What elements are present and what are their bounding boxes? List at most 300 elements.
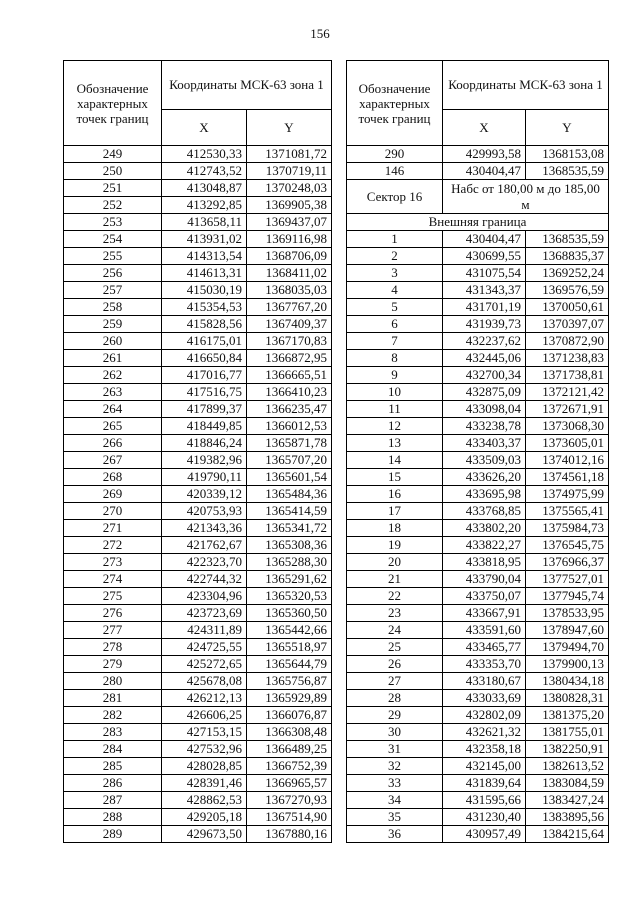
y-coordinate-cell: 1367270,93 bbox=[247, 792, 332, 809]
point-number-cell: 283 bbox=[64, 724, 162, 741]
x-coordinate-cell: 433768,85 bbox=[443, 503, 526, 520]
y-coordinate-cell: 1368706,09 bbox=[247, 248, 332, 265]
y-coordinate-cell: 1371238,83 bbox=[526, 350, 609, 367]
point-number-cell: 11 bbox=[347, 401, 443, 418]
point-number-cell: 249 bbox=[64, 146, 162, 163]
y-coordinate-cell: 1370719,11 bbox=[247, 163, 332, 180]
sector-block bbox=[347, 180, 609, 231]
table-row bbox=[347, 639, 609, 656]
x-coordinate-cell: 413292,85 bbox=[162, 197, 247, 214]
table-row bbox=[64, 418, 332, 435]
table-row bbox=[347, 520, 609, 537]
table-row bbox=[347, 435, 609, 452]
x-coordinate-cell: 429205,18 bbox=[162, 809, 247, 826]
x-coordinate-cell: 421343,36 bbox=[162, 520, 247, 537]
x-coordinate-cell: 427153,15 bbox=[162, 724, 247, 741]
point-number-cell: 261 bbox=[64, 350, 162, 367]
y-coordinate-cell: 1367409,37 bbox=[247, 316, 332, 333]
x-coordinate-cell: 413048,87 bbox=[162, 180, 247, 197]
y-coordinate-cell: 1365320,53 bbox=[247, 588, 332, 605]
x-coordinate-cell: 414613,31 bbox=[162, 265, 247, 282]
x-coordinate-cell: 433403,37 bbox=[443, 435, 526, 452]
header-designation: Обозначение характерных точек границ bbox=[64, 61, 162, 146]
table-row bbox=[64, 231, 332, 248]
table-row bbox=[347, 758, 609, 775]
x-coordinate-cell: 431701,19 bbox=[443, 299, 526, 316]
point-number-cell: 33 bbox=[347, 775, 443, 792]
point-number-cell: 251 bbox=[64, 180, 162, 197]
y-coordinate-cell: 1367514,90 bbox=[247, 809, 332, 826]
point-number-cell: 282 bbox=[64, 707, 162, 724]
table-row bbox=[347, 571, 609, 588]
x-coordinate-cell: 433802,20 bbox=[443, 520, 526, 537]
point-number-cell: 273 bbox=[64, 554, 162, 571]
y-coordinate-cell: 1365484,36 bbox=[247, 486, 332, 503]
y-coordinate-cell: 1366489,25 bbox=[247, 741, 332, 758]
x-coordinate-cell: 420753,93 bbox=[162, 503, 247, 520]
x-coordinate-cell: 433818,95 bbox=[443, 554, 526, 571]
table-row bbox=[64, 350, 332, 367]
y-coordinate-cell: 1366076,87 bbox=[247, 707, 332, 724]
coordinates-table-left bbox=[63, 60, 332, 843]
x-coordinate-cell: 423304,96 bbox=[162, 588, 247, 605]
point-number-cell: 284 bbox=[64, 741, 162, 758]
table-row bbox=[347, 724, 609, 741]
table-row bbox=[64, 571, 332, 588]
table-row bbox=[64, 690, 332, 707]
y-coordinate-cell: 1365291,62 bbox=[247, 571, 332, 588]
table-row bbox=[347, 826, 609, 843]
table-left-body bbox=[64, 146, 332, 843]
table-row bbox=[347, 537, 609, 554]
table-row bbox=[347, 554, 609, 571]
x-coordinate-cell: 431939,73 bbox=[443, 316, 526, 333]
table-row bbox=[347, 231, 609, 248]
table-row bbox=[64, 707, 332, 724]
x-coordinate-cell: 433822,27 bbox=[443, 537, 526, 554]
point-number-cell: 29 bbox=[347, 707, 443, 724]
sector-height-note: Набс от 180,00 м до 185,00 м bbox=[443, 180, 609, 214]
point-number-cell: 271 bbox=[64, 520, 162, 537]
point-number-cell: 20 bbox=[347, 554, 443, 571]
y-coordinate-cell: 1383084,59 bbox=[526, 775, 609, 792]
x-coordinate-cell: 420339,12 bbox=[162, 486, 247, 503]
x-coordinate-cell: 429993,58 bbox=[443, 146, 526, 163]
y-coordinate-cell: 1365756,87 bbox=[247, 673, 332, 690]
y-coordinate-cell: 1366235,47 bbox=[247, 401, 332, 418]
y-coordinate-cell: 1373605,01 bbox=[526, 435, 609, 452]
x-coordinate-cell: 415030,19 bbox=[162, 282, 247, 299]
table-row bbox=[64, 503, 332, 520]
point-number-cell: 146 bbox=[347, 163, 443, 180]
point-number-cell: 272 bbox=[64, 537, 162, 554]
point-number-cell: 264 bbox=[64, 401, 162, 418]
x-coordinate-cell: 433790,04 bbox=[443, 571, 526, 588]
point-number-cell: 257 bbox=[64, 282, 162, 299]
x-coordinate-cell: 432237,62 bbox=[443, 333, 526, 350]
x-coordinate-cell: 413931,02 bbox=[162, 231, 247, 248]
x-coordinate-cell: 431595,66 bbox=[443, 792, 526, 809]
x-coordinate-cell: 412743,52 bbox=[162, 163, 247, 180]
point-number-cell: 5 bbox=[347, 299, 443, 316]
y-coordinate-cell: 1368035,03 bbox=[247, 282, 332, 299]
page-number: 156 bbox=[310, 26, 330, 41]
y-coordinate-cell: 1367880,16 bbox=[247, 826, 332, 843]
point-number-cell: 250 bbox=[64, 163, 162, 180]
point-number-cell: 22 bbox=[347, 588, 443, 605]
point-number-cell: 25 bbox=[347, 639, 443, 656]
y-coordinate-cell: 1376966,37 bbox=[526, 554, 609, 571]
x-coordinate-cell: 430699,55 bbox=[443, 248, 526, 265]
point-number-cell: 2 bbox=[347, 248, 443, 265]
y-coordinate-cell: 1377945,74 bbox=[526, 588, 609, 605]
x-coordinate-cell: 433098,04 bbox=[443, 401, 526, 418]
point-number-cell: 266 bbox=[64, 435, 162, 452]
point-number-cell: 12 bbox=[347, 418, 443, 435]
x-coordinate-cell: 426212,13 bbox=[162, 690, 247, 707]
x-coordinate-cell: 433180,67 bbox=[443, 673, 526, 690]
table-row bbox=[64, 758, 332, 775]
header-y: Y bbox=[247, 109, 332, 145]
table-row bbox=[347, 605, 609, 622]
x-coordinate-cell: 418846,24 bbox=[162, 435, 247, 452]
table-row bbox=[347, 316, 609, 333]
table-right-body bbox=[347, 231, 609, 843]
point-number-cell: 259 bbox=[64, 316, 162, 333]
table-row bbox=[347, 690, 609, 707]
y-coordinate-cell: 1366872,95 bbox=[247, 350, 332, 367]
y-coordinate-cell: 1375984,73 bbox=[526, 520, 609, 537]
x-coordinate-cell: 417016,77 bbox=[162, 367, 247, 384]
point-number-cell: 36 bbox=[347, 826, 443, 843]
point-number-cell: 27 bbox=[347, 673, 443, 690]
y-coordinate-cell: 1371738,81 bbox=[526, 367, 609, 384]
table-row bbox=[347, 741, 609, 758]
table-row bbox=[347, 401, 609, 418]
x-coordinate-cell: 423723,69 bbox=[162, 605, 247, 622]
y-coordinate-cell: 1365871,78 bbox=[247, 435, 332, 452]
table-row bbox=[347, 452, 609, 469]
x-coordinate-cell: 432875,09 bbox=[443, 384, 526, 401]
point-number-cell: 258 bbox=[64, 299, 162, 316]
point-number-cell: 274 bbox=[64, 571, 162, 588]
table-row bbox=[347, 350, 609, 367]
point-number-cell: 8 bbox=[347, 350, 443, 367]
table-row bbox=[64, 486, 332, 503]
x-coordinate-cell: 424311,89 bbox=[162, 622, 247, 639]
table-row bbox=[347, 503, 609, 520]
x-coordinate-cell: 431075,54 bbox=[443, 265, 526, 282]
table-row bbox=[64, 673, 332, 690]
table-row bbox=[347, 163, 609, 180]
point-number-cell: 3 bbox=[347, 265, 443, 282]
y-coordinate-cell: 1367170,83 bbox=[247, 333, 332, 350]
x-coordinate-cell: 422744,32 bbox=[162, 571, 247, 588]
x-coordinate-cell: 425678,08 bbox=[162, 673, 247, 690]
y-coordinate-cell: 1370397,07 bbox=[526, 316, 609, 333]
y-coordinate-cell: 1381755,01 bbox=[526, 724, 609, 741]
header-coordinates: Координаты МСК-63 зона 1 bbox=[162, 61, 332, 110]
point-number-cell: 288 bbox=[64, 809, 162, 826]
y-coordinate-cell: 1368411,02 bbox=[247, 265, 332, 282]
header-x: X bbox=[162, 109, 247, 145]
point-number-cell: 290 bbox=[347, 146, 443, 163]
x-coordinate-cell: 425272,65 bbox=[162, 656, 247, 673]
table-row bbox=[347, 656, 609, 673]
point-number-cell: 270 bbox=[64, 503, 162, 520]
table-row bbox=[64, 146, 332, 163]
x-coordinate-cell: 416650,84 bbox=[162, 350, 247, 367]
point-number-cell: 30 bbox=[347, 724, 443, 741]
sector-label: Сектор 16 bbox=[347, 180, 443, 214]
point-number-cell: 35 bbox=[347, 809, 443, 826]
x-coordinate-cell: 427532,96 bbox=[162, 741, 247, 758]
point-number-cell: 15 bbox=[347, 469, 443, 486]
table-row bbox=[64, 469, 332, 486]
y-coordinate-cell: 1369116,98 bbox=[247, 231, 332, 248]
table-row bbox=[64, 299, 332, 316]
table-row bbox=[347, 486, 609, 503]
x-coordinate-cell: 415828,56 bbox=[162, 316, 247, 333]
header-coordinates: Координаты МСК-63 зона 1 bbox=[443, 61, 609, 110]
point-number-cell: 254 bbox=[64, 231, 162, 248]
table-row bbox=[64, 265, 332, 282]
sector-row bbox=[347, 180, 609, 214]
x-coordinate-cell: 431230,40 bbox=[443, 809, 526, 826]
y-coordinate-cell: 1374975,99 bbox=[526, 486, 609, 503]
y-coordinate-cell: 1366965,57 bbox=[247, 775, 332, 792]
point-number-cell: 289 bbox=[64, 826, 162, 843]
x-coordinate-cell: 432445,06 bbox=[443, 350, 526, 367]
table-row bbox=[64, 588, 332, 605]
table-row bbox=[64, 435, 332, 452]
point-number-cell: 278 bbox=[64, 639, 162, 656]
x-coordinate-cell: 432700,34 bbox=[443, 367, 526, 384]
point-number-cell: 265 bbox=[64, 418, 162, 435]
point-number-cell: 277 bbox=[64, 622, 162, 639]
y-coordinate-cell: 1367767,20 bbox=[247, 299, 332, 316]
table-row bbox=[64, 792, 332, 809]
header-designation: Обозначение характерных точек границ bbox=[347, 61, 443, 146]
table-row bbox=[347, 299, 609, 316]
point-number-cell: 16 bbox=[347, 486, 443, 503]
table-row bbox=[64, 605, 332, 622]
y-coordinate-cell: 1369252,24 bbox=[526, 265, 609, 282]
y-coordinate-cell: 1368153,08 bbox=[526, 146, 609, 163]
y-coordinate-cell: 1365442,66 bbox=[247, 622, 332, 639]
table-row bbox=[347, 809, 609, 826]
x-coordinate-cell: 432145,00 bbox=[443, 758, 526, 775]
x-coordinate-cell: 414313,54 bbox=[162, 248, 247, 265]
x-coordinate-cell: 433353,70 bbox=[443, 656, 526, 673]
y-coordinate-cell: 1374012,16 bbox=[526, 452, 609, 469]
table-row bbox=[347, 146, 609, 163]
point-number-cell: 268 bbox=[64, 469, 162, 486]
x-coordinate-cell: 412530,33 bbox=[162, 146, 247, 163]
x-coordinate-cell: 419382,96 bbox=[162, 452, 247, 469]
x-coordinate-cell: 421762,67 bbox=[162, 537, 247, 554]
y-coordinate-cell: 1366410,23 bbox=[247, 384, 332, 401]
table-row bbox=[347, 673, 609, 690]
point-number-cell: 286 bbox=[64, 775, 162, 792]
table-row bbox=[64, 520, 332, 537]
table-row bbox=[64, 554, 332, 571]
y-coordinate-cell: 1375565,41 bbox=[526, 503, 609, 520]
x-coordinate-cell: 433238,78 bbox=[443, 418, 526, 435]
table-row bbox=[347, 622, 609, 639]
table-row bbox=[64, 639, 332, 656]
x-coordinate-cell: 429673,50 bbox=[162, 826, 247, 843]
point-number-cell: 1 bbox=[347, 231, 443, 248]
x-coordinate-cell: 433033,69 bbox=[443, 690, 526, 707]
point-number-cell: 252 bbox=[64, 197, 162, 214]
table-row bbox=[64, 826, 332, 843]
y-coordinate-cell: 1383895,56 bbox=[526, 809, 609, 826]
x-coordinate-cell: 418449,85 bbox=[162, 418, 247, 435]
x-coordinate-cell: 430404,47 bbox=[443, 231, 526, 248]
y-coordinate-cell: 1366012,53 bbox=[247, 418, 332, 435]
table-row bbox=[64, 724, 332, 741]
y-coordinate-cell: 1365707,20 bbox=[247, 452, 332, 469]
x-coordinate-cell: 433509,03 bbox=[443, 452, 526, 469]
point-number-cell: 253 bbox=[64, 214, 162, 231]
y-coordinate-cell: 1374561,18 bbox=[526, 469, 609, 486]
y-coordinate-cell: 1383427,24 bbox=[526, 792, 609, 809]
point-number-cell: 34 bbox=[347, 792, 443, 809]
table-row bbox=[347, 384, 609, 401]
point-number-cell: 19 bbox=[347, 537, 443, 554]
y-coordinate-cell: 1382250,91 bbox=[526, 741, 609, 758]
x-coordinate-cell: 433667,91 bbox=[443, 605, 526, 622]
point-number-cell: 24 bbox=[347, 622, 443, 639]
x-coordinate-cell: 419790,11 bbox=[162, 469, 247, 486]
y-coordinate-cell: 1365341,72 bbox=[247, 520, 332, 537]
y-coordinate-cell: 1370872,90 bbox=[526, 333, 609, 350]
x-coordinate-cell: 433591,60 bbox=[443, 622, 526, 639]
table-right-top-body bbox=[347, 146, 609, 180]
y-coordinate-cell: 1373068,30 bbox=[526, 418, 609, 435]
x-coordinate-cell: 432358,18 bbox=[443, 741, 526, 758]
y-coordinate-cell: 1369905,38 bbox=[247, 197, 332, 214]
point-number-cell: 23 bbox=[347, 605, 443, 622]
coordinates-table-right bbox=[346, 60, 609, 843]
table-row bbox=[347, 265, 609, 282]
table-row bbox=[347, 367, 609, 384]
table-row bbox=[64, 248, 332, 265]
table-row bbox=[64, 809, 332, 826]
table-row bbox=[347, 282, 609, 299]
table-row bbox=[64, 384, 332, 401]
table-row bbox=[347, 707, 609, 724]
x-coordinate-cell: 428862,53 bbox=[162, 792, 247, 809]
table-row bbox=[347, 588, 609, 605]
x-coordinate-cell: 431343,37 bbox=[443, 282, 526, 299]
y-coordinate-cell: 1366665,51 bbox=[247, 367, 332, 384]
table-row bbox=[347, 418, 609, 435]
point-number-cell: 10 bbox=[347, 384, 443, 401]
point-number-cell: 7 bbox=[347, 333, 443, 350]
y-coordinate-cell: 1382613,52 bbox=[526, 758, 609, 775]
point-number-cell: 6 bbox=[347, 316, 443, 333]
x-coordinate-cell: 433626,20 bbox=[443, 469, 526, 486]
y-coordinate-cell: 1370248,03 bbox=[247, 180, 332, 197]
y-coordinate-cell: 1368835,37 bbox=[526, 248, 609, 265]
point-number-cell: 263 bbox=[64, 384, 162, 401]
table-row bbox=[64, 452, 332, 469]
x-coordinate-cell: 413658,11 bbox=[162, 214, 247, 231]
y-coordinate-cell: 1378533,95 bbox=[526, 605, 609, 622]
y-coordinate-cell: 1380434,18 bbox=[526, 673, 609, 690]
y-coordinate-cell: 1365308,36 bbox=[247, 537, 332, 554]
x-coordinate-cell: 433465,77 bbox=[443, 639, 526, 656]
point-number-cell: 287 bbox=[64, 792, 162, 809]
table-row bbox=[64, 367, 332, 384]
y-coordinate-cell: 1379494,70 bbox=[526, 639, 609, 656]
point-number-cell: 21 bbox=[347, 571, 443, 588]
y-coordinate-cell: 1378947,60 bbox=[526, 622, 609, 639]
y-coordinate-cell: 1365601,54 bbox=[247, 469, 332, 486]
y-coordinate-cell: 1369437,07 bbox=[247, 214, 332, 231]
y-coordinate-cell: 1365518,97 bbox=[247, 639, 332, 656]
x-coordinate-cell: 422323,70 bbox=[162, 554, 247, 571]
point-number-cell: 262 bbox=[64, 367, 162, 384]
point-number-cell: 256 bbox=[64, 265, 162, 282]
table-row bbox=[64, 197, 332, 214]
y-coordinate-cell: 1369576,59 bbox=[526, 282, 609, 299]
table-row bbox=[64, 163, 332, 180]
x-coordinate-cell: 417516,75 bbox=[162, 384, 247, 401]
point-number-cell: 276 bbox=[64, 605, 162, 622]
point-number-cell: 280 bbox=[64, 673, 162, 690]
table-row bbox=[64, 180, 332, 197]
point-number-cell: 4 bbox=[347, 282, 443, 299]
table-row bbox=[347, 775, 609, 792]
point-number-cell: 9 bbox=[347, 367, 443, 384]
point-number-cell: 31 bbox=[347, 741, 443, 758]
y-coordinate-cell: 1381375,20 bbox=[526, 707, 609, 724]
y-coordinate-cell: 1370050,61 bbox=[526, 299, 609, 316]
x-coordinate-cell: 433750,07 bbox=[443, 588, 526, 605]
table-row bbox=[64, 333, 332, 350]
x-coordinate-cell: 431839,64 bbox=[443, 775, 526, 792]
y-coordinate-cell: 1372671,91 bbox=[526, 401, 609, 418]
table-row bbox=[64, 214, 332, 231]
x-coordinate-cell: 424725,55 bbox=[162, 639, 247, 656]
table-row bbox=[347, 248, 609, 265]
point-number-cell: 255 bbox=[64, 248, 162, 265]
table-row bbox=[64, 775, 332, 792]
header-y: Y bbox=[526, 109, 609, 145]
y-coordinate-cell: 1371081,72 bbox=[247, 146, 332, 163]
x-coordinate-cell: 416175,01 bbox=[162, 333, 247, 350]
y-coordinate-cell: 1377527,01 bbox=[526, 571, 609, 588]
point-number-cell: 260 bbox=[64, 333, 162, 350]
point-number-cell: 279 bbox=[64, 656, 162, 673]
table-row bbox=[347, 469, 609, 486]
y-coordinate-cell: 1384215,64 bbox=[526, 826, 609, 843]
table-row bbox=[347, 333, 609, 350]
y-coordinate-cell: 1376545,75 bbox=[526, 537, 609, 554]
x-coordinate-cell: 426606,25 bbox=[162, 707, 247, 724]
table-row bbox=[64, 537, 332, 554]
x-coordinate-cell: 430404,47 bbox=[443, 163, 526, 180]
point-number-cell: 13 bbox=[347, 435, 443, 452]
point-number-cell: 269 bbox=[64, 486, 162, 503]
x-coordinate-cell: 428028,85 bbox=[162, 758, 247, 775]
point-number-cell: 18 bbox=[347, 520, 443, 537]
y-coordinate-cell: 1365360,50 bbox=[247, 605, 332, 622]
table-row bbox=[64, 401, 332, 418]
